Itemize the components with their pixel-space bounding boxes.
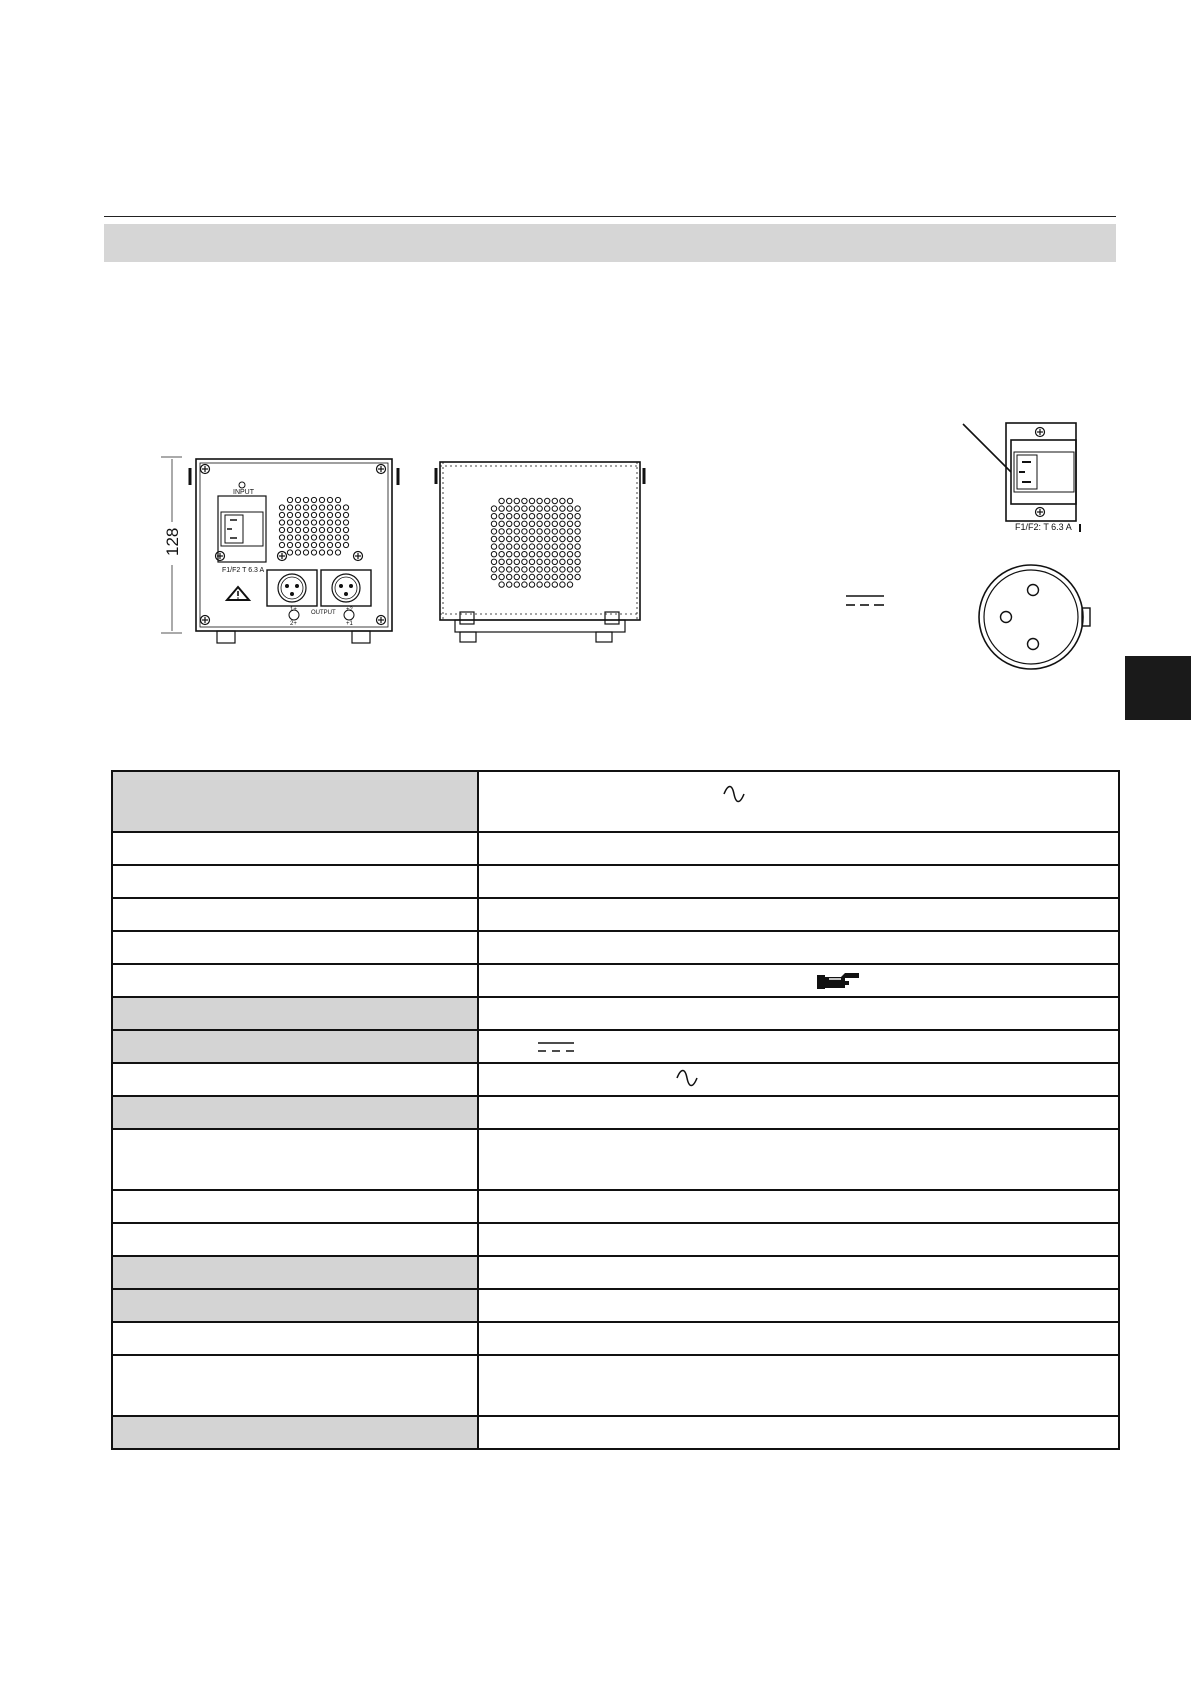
vent-hole xyxy=(303,535,308,540)
vent-hole xyxy=(537,536,542,541)
vent-hole xyxy=(575,514,580,519)
value-cell xyxy=(478,1096,1119,1129)
vent-hole xyxy=(522,567,527,572)
vent-hole xyxy=(552,544,557,549)
front-fuse-label: F1/F2 T 6.3 A xyxy=(222,567,265,574)
vent-hole xyxy=(575,574,580,579)
vent-hole xyxy=(507,559,512,564)
value-cell xyxy=(478,1030,1119,1063)
vent-hole xyxy=(295,497,300,502)
parameter-cell xyxy=(112,997,478,1030)
table-row xyxy=(112,832,1119,865)
vent-hole xyxy=(319,542,324,547)
vent-hole xyxy=(514,498,519,503)
vent-hole xyxy=(343,505,348,510)
vent-hole xyxy=(507,567,512,572)
table-row xyxy=(112,1355,1119,1416)
vent-hole xyxy=(491,552,496,557)
vent-hole xyxy=(575,544,580,549)
vent-hole xyxy=(499,559,504,564)
vent-hole xyxy=(514,552,519,557)
vent-hole xyxy=(295,550,300,555)
parameter-cell xyxy=(112,1063,478,1096)
vent-hole xyxy=(311,535,316,540)
value-cell xyxy=(478,1355,1119,1416)
vent-hole xyxy=(491,536,496,541)
vent-hole xyxy=(319,505,324,510)
vent-hole xyxy=(303,542,308,547)
side-ventilation-grid xyxy=(491,498,580,587)
vent-hole xyxy=(295,535,300,540)
vent-hole xyxy=(499,574,504,579)
parameter-cell xyxy=(112,1256,478,1289)
vent-hole xyxy=(567,574,572,579)
table-row xyxy=(112,1129,1119,1190)
parameter-cell xyxy=(112,771,478,832)
sine-wave-icon xyxy=(675,1068,699,1091)
pointing-hand-icon xyxy=(815,969,863,996)
vent-hole xyxy=(279,542,284,547)
vent-hole xyxy=(499,552,504,557)
vent-hole xyxy=(552,536,557,541)
vent-hole xyxy=(522,559,527,564)
vent-hole xyxy=(560,544,565,549)
input-socket-detail xyxy=(963,423,1081,532)
value-cell xyxy=(478,964,1119,997)
value-cell xyxy=(478,1063,1119,1096)
vent-hole xyxy=(507,506,512,511)
vent-hole xyxy=(545,521,550,526)
parameter-cell xyxy=(112,898,478,931)
vent-hole xyxy=(335,497,340,502)
vent-hole xyxy=(567,544,572,549)
vent-hole xyxy=(514,521,519,526)
dc-symbol-icon xyxy=(846,596,884,605)
vent-hole xyxy=(335,542,340,547)
vent-hole xyxy=(567,521,572,526)
vent-hole xyxy=(537,582,542,587)
vent-hole xyxy=(552,574,557,579)
vent-hole xyxy=(279,520,284,525)
pin-label: +2 xyxy=(346,607,353,613)
pin-label: +1 xyxy=(346,621,353,627)
vent-hole xyxy=(529,574,534,579)
table-row xyxy=(112,964,1119,997)
vent-hole xyxy=(507,498,512,503)
value-cell xyxy=(478,997,1119,1030)
vent-hole xyxy=(499,582,504,587)
vent-hole xyxy=(507,544,512,549)
vent-hole xyxy=(279,512,284,517)
height-dimension-label: 128 xyxy=(163,527,182,556)
vent-hole xyxy=(507,536,512,541)
vent-hole xyxy=(311,550,316,555)
vent-hole xyxy=(560,552,565,557)
parameter-cell xyxy=(112,1355,478,1416)
vent-hole xyxy=(560,567,565,572)
vent-hole xyxy=(537,574,542,579)
pin-label: 2+ xyxy=(290,621,297,627)
specifications-table xyxy=(111,770,1120,1450)
vent-hole xyxy=(567,559,572,564)
vent-hole xyxy=(560,498,565,503)
vent-hole xyxy=(343,527,348,532)
table-row xyxy=(112,1030,1119,1063)
vent-hole xyxy=(560,514,565,519)
vent-hole xyxy=(319,535,324,540)
vent-hole xyxy=(552,498,557,503)
vent-hole xyxy=(295,512,300,517)
value-cell xyxy=(478,1289,1119,1322)
vent-hole xyxy=(537,529,542,534)
vent-hole xyxy=(514,514,519,519)
vent-hole xyxy=(287,550,292,555)
vent-hole xyxy=(537,514,542,519)
table-row xyxy=(112,1223,1119,1256)
vent-hole xyxy=(514,529,519,534)
parameter-cell xyxy=(112,1416,478,1449)
vent-hole xyxy=(529,544,534,549)
vent-hole xyxy=(545,544,550,549)
vent-hole xyxy=(545,559,550,564)
table-row xyxy=(112,931,1119,964)
vent-hole xyxy=(327,497,332,502)
xlr-connector-detail xyxy=(979,565,1090,669)
vent-hole xyxy=(499,521,504,526)
detail-fuse-label: F1/F2: T 6.3 A xyxy=(1015,522,1072,532)
vent-hole xyxy=(514,559,519,564)
vent-hole xyxy=(575,567,580,572)
value-cell xyxy=(478,1129,1119,1190)
vent-hole xyxy=(537,552,542,557)
vent-hole xyxy=(552,529,557,534)
vent-hole xyxy=(303,497,308,502)
vent-hole xyxy=(491,529,496,534)
value-cell xyxy=(478,931,1119,964)
vent-hole xyxy=(491,506,496,511)
vent-hole xyxy=(567,536,572,541)
vent-hole xyxy=(507,514,512,519)
vent-hole xyxy=(311,527,316,532)
vent-hole xyxy=(537,559,542,564)
vent-hole xyxy=(552,552,557,557)
vent-hole xyxy=(529,514,534,519)
vent-hole xyxy=(522,552,527,557)
vent-hole xyxy=(287,505,292,510)
vent-hole xyxy=(575,529,580,534)
vent-hole xyxy=(287,542,292,547)
vent-hole xyxy=(545,529,550,534)
vent-hole xyxy=(514,506,519,511)
value-cell xyxy=(478,1223,1119,1256)
side-view-drawing xyxy=(436,462,644,642)
vent-hole xyxy=(552,506,557,511)
parameter-cell xyxy=(112,865,478,898)
vent-hole xyxy=(545,552,550,557)
value-cell xyxy=(478,1190,1119,1223)
vent-hole xyxy=(567,529,572,534)
vent-hole xyxy=(560,529,565,534)
vent-hole xyxy=(491,521,496,526)
output-label: OUTPUT xyxy=(311,610,336,616)
vent-hole xyxy=(522,574,527,579)
vent-hole xyxy=(567,567,572,572)
vent-hole xyxy=(491,514,496,519)
vent-hole xyxy=(529,529,534,534)
vent-hole xyxy=(335,520,340,525)
vent-hole xyxy=(529,582,534,587)
vent-hole xyxy=(279,527,284,532)
vent-hole xyxy=(491,544,496,549)
table-row xyxy=(112,1416,1119,1449)
vent-hole xyxy=(335,527,340,532)
vent-hole xyxy=(552,567,557,572)
vent-hole xyxy=(545,574,550,579)
vent-hole xyxy=(560,536,565,541)
vent-hole xyxy=(335,550,340,555)
vent-hole xyxy=(303,550,308,555)
vent-hole xyxy=(529,567,534,572)
vent-hole xyxy=(537,506,542,511)
vent-hole xyxy=(545,506,550,511)
vent-hole xyxy=(279,535,284,540)
vent-hole xyxy=(552,514,557,519)
technical-drawings xyxy=(0,0,1191,760)
vent-hole xyxy=(522,506,527,511)
vent-hole xyxy=(491,574,496,579)
vent-hole xyxy=(560,559,565,564)
vent-hole xyxy=(499,498,504,503)
vent-hole xyxy=(343,542,348,547)
value-cell xyxy=(478,832,1119,865)
vent-hole xyxy=(514,536,519,541)
vent-hole xyxy=(319,550,324,555)
vent-hole xyxy=(552,521,557,526)
vent-hole xyxy=(507,582,512,587)
vent-hole xyxy=(507,521,512,526)
vent-hole xyxy=(287,497,292,502)
vent-hole xyxy=(343,512,348,517)
value-cell xyxy=(478,865,1119,898)
vent-hole xyxy=(545,582,550,587)
vent-hole xyxy=(295,520,300,525)
vent-hole xyxy=(319,512,324,517)
vent-hole xyxy=(311,520,316,525)
vent-hole xyxy=(311,542,316,547)
value-cell xyxy=(478,1322,1119,1355)
vent-hole xyxy=(303,512,308,517)
vent-hole xyxy=(335,535,340,540)
table-row xyxy=(112,1289,1119,1322)
vent-hole xyxy=(545,498,550,503)
vent-hole xyxy=(560,506,565,511)
vent-hole xyxy=(522,529,527,534)
vent-hole xyxy=(311,497,316,502)
vent-hole xyxy=(295,505,300,510)
vent-hole xyxy=(522,514,527,519)
table-row xyxy=(112,898,1119,931)
vent-hole xyxy=(303,527,308,532)
vent-hole xyxy=(522,544,527,549)
warning-triangle-icon xyxy=(227,587,249,600)
vent-hole xyxy=(303,505,308,510)
vent-hole xyxy=(311,512,316,517)
vent-hole xyxy=(529,506,534,511)
table-row xyxy=(112,997,1119,1030)
vent-hole xyxy=(529,559,534,564)
front-view-drawing xyxy=(161,457,398,643)
vent-hole xyxy=(522,582,527,587)
parameter-cell xyxy=(112,1129,478,1190)
vent-hole xyxy=(560,574,565,579)
vent-hole xyxy=(311,505,316,510)
parameter-cell xyxy=(112,1322,478,1355)
table-row xyxy=(112,1096,1119,1129)
vent-hole xyxy=(343,535,348,540)
vent-hole xyxy=(514,582,519,587)
vent-hole xyxy=(575,521,580,526)
vent-hole xyxy=(522,521,527,526)
vent-hole xyxy=(567,552,572,557)
value-cell xyxy=(478,1256,1119,1289)
dc-symbol-icon xyxy=(536,1039,576,1058)
vent-hole xyxy=(575,552,580,557)
vent-hole xyxy=(303,520,308,525)
front-ventilation-grid xyxy=(279,497,348,555)
vent-hole xyxy=(287,520,292,525)
vent-hole xyxy=(287,512,292,517)
vent-hole xyxy=(567,514,572,519)
vent-hole xyxy=(499,544,504,549)
vent-hole xyxy=(335,505,340,510)
value-cell xyxy=(478,898,1119,931)
vent-hole xyxy=(499,567,504,572)
vent-hole xyxy=(560,582,565,587)
vent-hole xyxy=(499,514,504,519)
vent-hole xyxy=(335,512,340,517)
table-row xyxy=(112,1256,1119,1289)
parameter-cell xyxy=(112,931,478,964)
vent-hole xyxy=(537,544,542,549)
height-dimension xyxy=(161,457,182,633)
vent-hole xyxy=(287,527,292,532)
vent-hole xyxy=(529,536,534,541)
vent-hole xyxy=(327,512,332,517)
vent-hole xyxy=(514,574,519,579)
vent-hole xyxy=(522,536,527,541)
table-row xyxy=(112,771,1119,832)
vent-hole xyxy=(343,520,348,525)
vent-hole xyxy=(545,536,550,541)
parameter-cell xyxy=(112,1223,478,1256)
vent-hole xyxy=(295,542,300,547)
vent-hole xyxy=(567,582,572,587)
vent-hole xyxy=(499,506,504,511)
parameter-cell xyxy=(112,1030,478,1063)
vent-hole xyxy=(545,514,550,519)
vent-hole xyxy=(537,521,542,526)
vent-hole xyxy=(499,536,504,541)
pin-label: 1+ xyxy=(290,607,297,613)
vent-hole xyxy=(295,527,300,532)
vent-hole xyxy=(545,567,550,572)
table-row xyxy=(112,1063,1119,1096)
vent-hole xyxy=(575,536,580,541)
table-row xyxy=(112,865,1119,898)
vent-hole xyxy=(522,498,527,503)
vent-hole xyxy=(491,559,496,564)
vent-hole xyxy=(507,552,512,557)
value-cell xyxy=(478,1416,1119,1449)
vent-hole xyxy=(507,529,512,534)
vent-hole xyxy=(529,552,534,557)
vent-hole xyxy=(514,544,519,549)
vent-hole xyxy=(279,505,284,510)
vent-hole xyxy=(327,542,332,547)
vent-hole xyxy=(327,520,332,525)
vent-hole xyxy=(491,567,496,572)
sine-wave-icon xyxy=(722,784,746,807)
vent-hole xyxy=(537,498,542,503)
vent-hole xyxy=(552,582,557,587)
vent-hole xyxy=(327,505,332,510)
vent-hole xyxy=(529,498,534,503)
value-cell xyxy=(478,771,1119,832)
vent-hole xyxy=(575,559,580,564)
vent-hole xyxy=(319,520,324,525)
vent-hole xyxy=(567,498,572,503)
vent-hole xyxy=(537,567,542,572)
vent-hole xyxy=(529,521,534,526)
vent-hole xyxy=(560,521,565,526)
vent-hole xyxy=(575,506,580,511)
vent-hole xyxy=(319,497,324,502)
vent-hole xyxy=(499,529,504,534)
vent-hole xyxy=(327,535,332,540)
parameter-cell xyxy=(112,1289,478,1322)
vent-hole xyxy=(287,535,292,540)
vent-hole xyxy=(327,527,332,532)
parameter-cell xyxy=(112,1096,478,1129)
vent-hole xyxy=(567,506,572,511)
parameter-cell xyxy=(112,964,478,997)
vent-hole xyxy=(552,559,557,564)
table-row xyxy=(112,1190,1119,1223)
vent-hole xyxy=(507,574,512,579)
table-row xyxy=(112,1322,1119,1355)
vent-hole xyxy=(319,527,324,532)
parameter-cell xyxy=(112,832,478,865)
vent-hole xyxy=(327,550,332,555)
input-label: INPUT xyxy=(233,489,254,496)
vent-hole xyxy=(514,567,519,572)
parameter-cell xyxy=(112,1190,478,1223)
